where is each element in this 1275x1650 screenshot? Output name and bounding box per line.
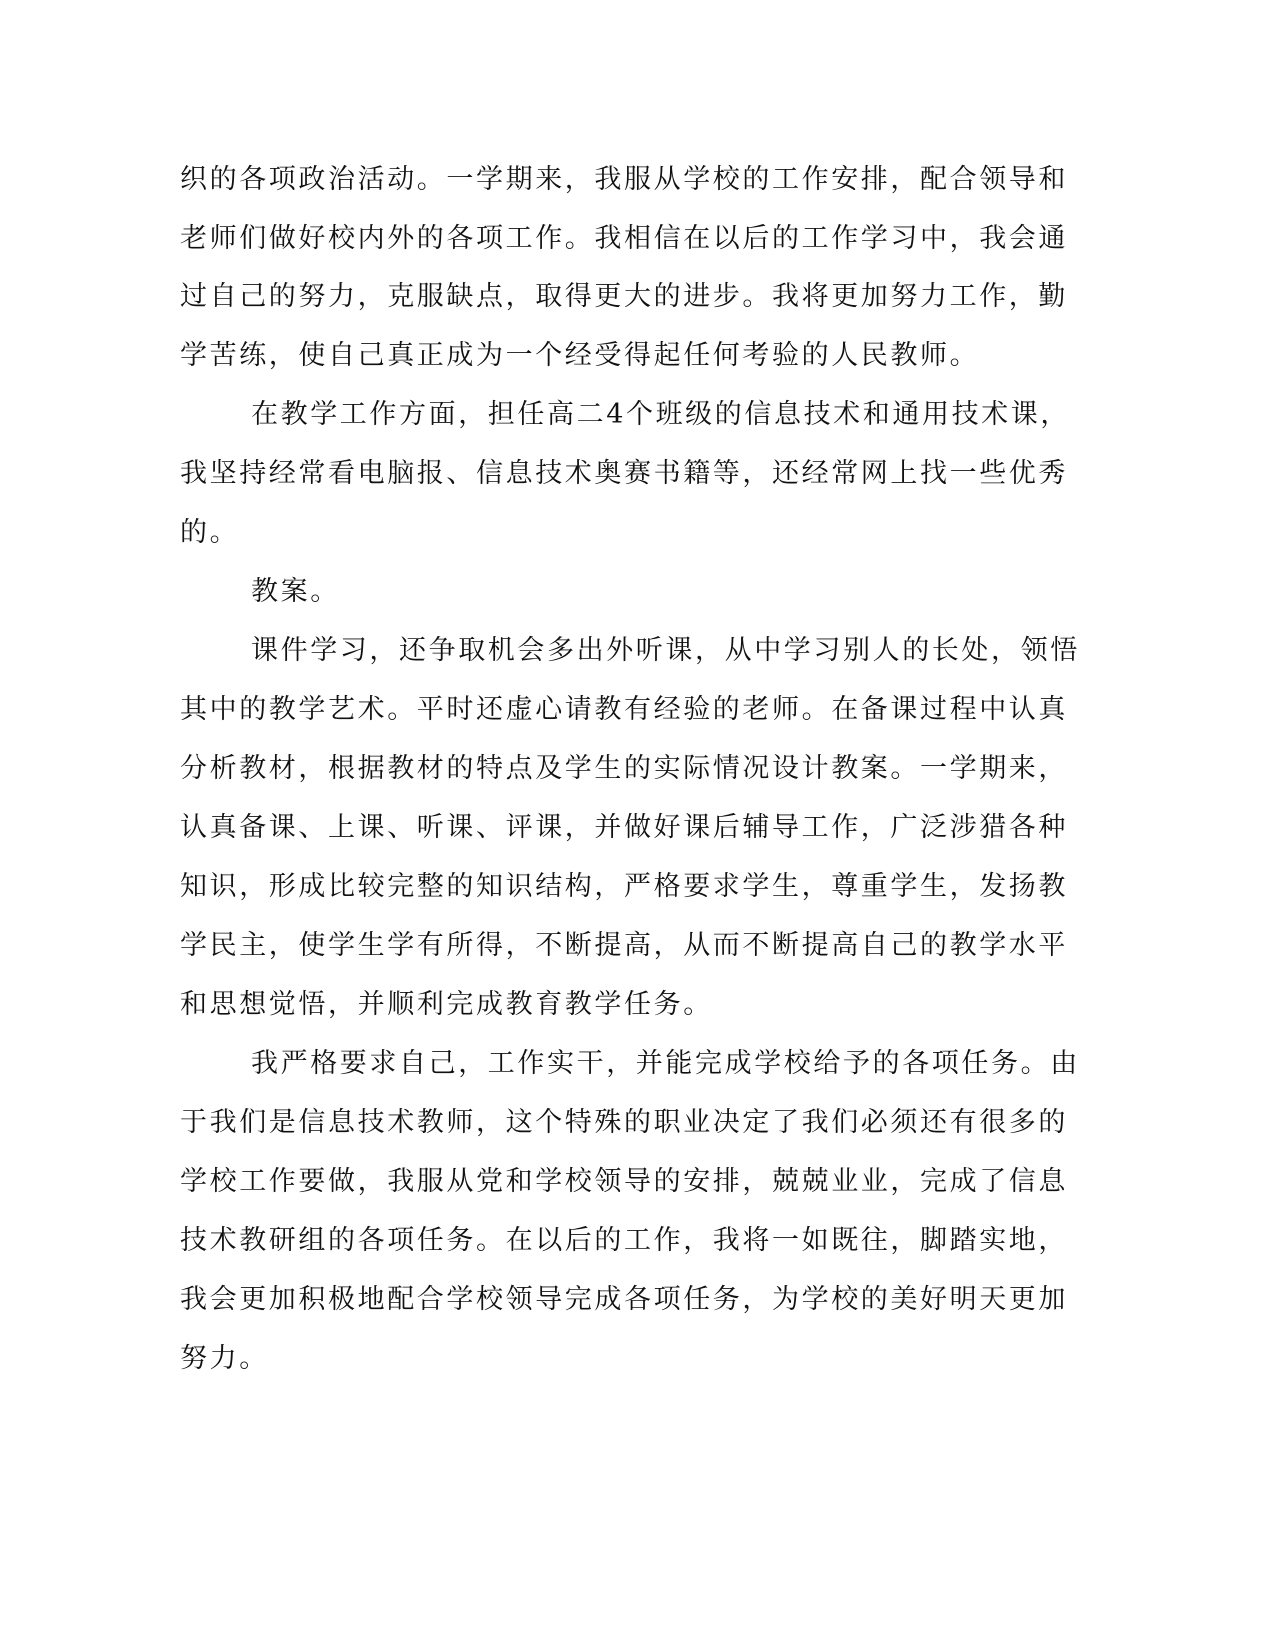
- text-line: 教案。: [251, 576, 340, 607]
- text-line: 我会更加积极地配合学校领导完成各项任务，为学校的美好明天更加: [180, 1284, 1068, 1315]
- text-line: 努力。: [180, 1343, 269, 1374]
- text-line: 和思想觉悟，并顺利完成教育教学任务。: [180, 989, 713, 1020]
- text-line: 织的各项政治活动。一学期来，我服从学校的工作安排，配合领导和: [180, 164, 1068, 195]
- text-line: 我坚持经常看电脑报、信息技术奥赛书籍等，还经常网上找一些优秀: [180, 458, 1068, 489]
- text-line: 分析教材，根据教材的特点及学生的实际情况设计教案。一学期来，: [180, 753, 1068, 784]
- text-line: 学民主，使学生学有所得，不断提高，从而不断提高自己的教学水平: [180, 930, 1068, 961]
- text-line: 知识，形成比较完整的知识结构，严格要求学生，尊重学生，发扬教: [180, 871, 1068, 902]
- text-line: 技术教研组的各项任务。在以后的工作，我将一如既往，脚踏实地，: [180, 1225, 1068, 1256]
- text-line: 老师们做好校内外的各项工作。我相信在以后的工作学习中，我会通: [180, 223, 1068, 254]
- text-line: 课件学习，还争取机会多出外听课，从中学习别人的长处，领悟: [251, 635, 1080, 666]
- text-line: 我严格要求自己，工作实干，并能完成学校给予的各项任务。由: [251, 1048, 1080, 1079]
- text-line: 学苦练，使自己真正成为一个经受得起任何考验的人民教师。: [180, 340, 980, 371]
- text-line: 于我们是信息技术教师，这个特殊的职业决定了我们必须还有很多的: [180, 1107, 1068, 1138]
- text-line: 过自己的努力，克服缺点，取得更大的进步。我将更加努力工作，勤: [180, 281, 1068, 312]
- text-line: 的。: [180, 517, 240, 548]
- text-line: 认真备课、上课、听课、评课，并做好课后辅导工作，广泛涉猎各种: [180, 812, 1068, 843]
- text-line: 在教学工作方面，担任高二4个班级的信息技术和通用技术课，: [251, 399, 1070, 430]
- text-line: 其中的教学艺术。平时还虚心请教有经验的老师。在备课过程中认真: [180, 694, 1068, 725]
- text-line: 学校工作要做，我服从党和学校领导的安排，兢兢业业，完成了信息: [180, 1166, 1068, 1197]
